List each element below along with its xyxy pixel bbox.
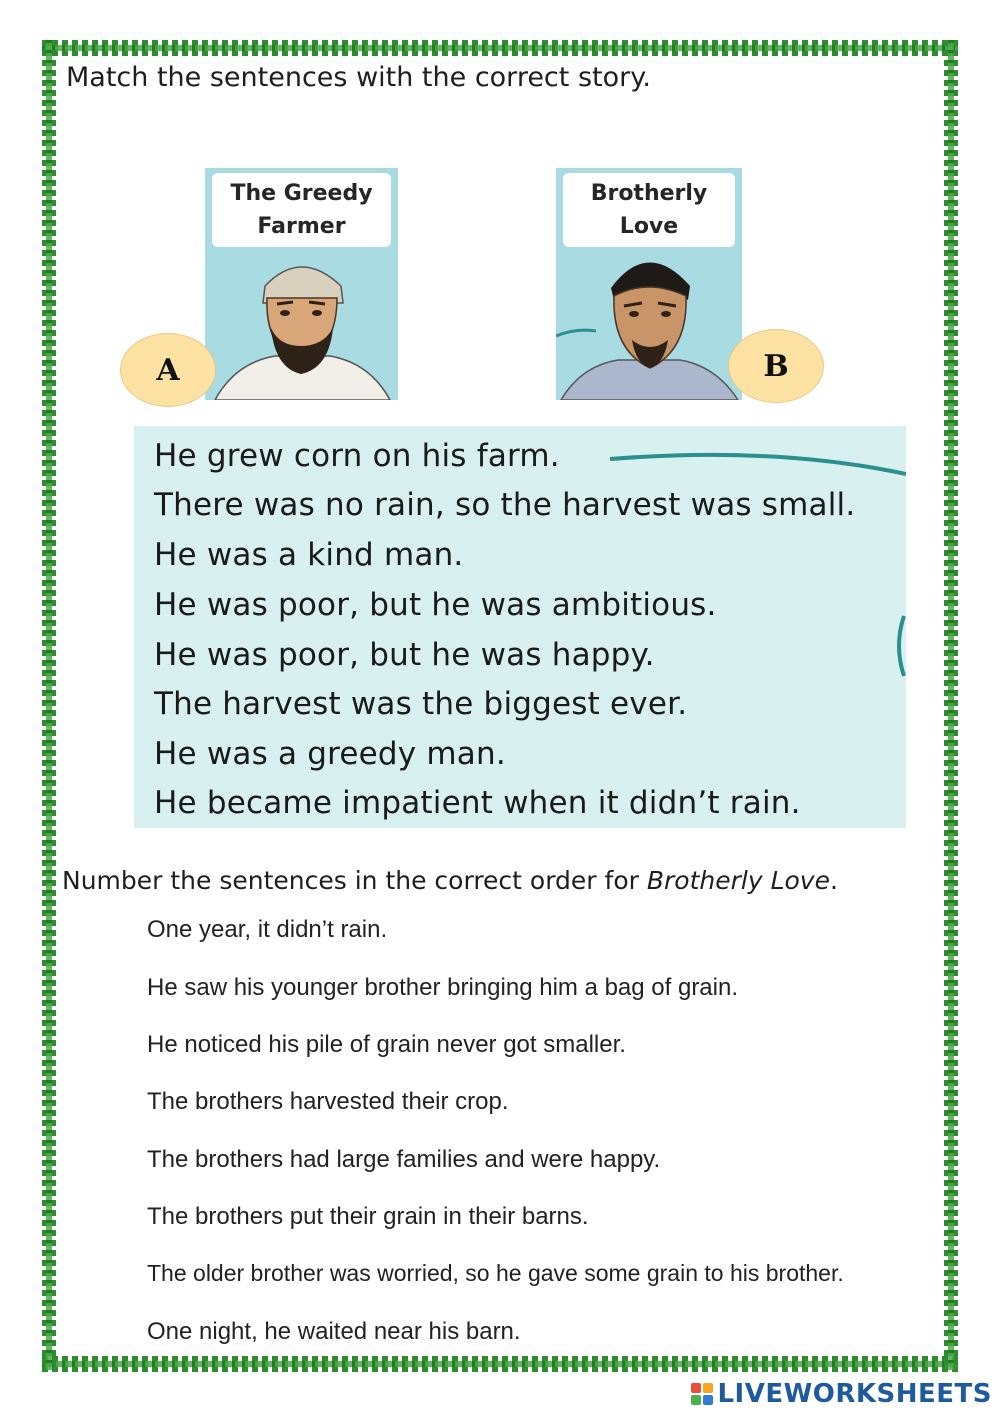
match-instruction: Match the sentences with the correct story. bbox=[66, 62, 651, 93]
story-title-line: The Greedy bbox=[230, 181, 373, 206]
match-sentence-7[interactable]: He was a greedy man. bbox=[154, 736, 506, 772]
story-title-line: Farmer bbox=[257, 214, 346, 239]
border-right bbox=[944, 40, 958, 1370]
match-sentence-1[interactable]: He grew corn on his farm. bbox=[154, 438, 560, 474]
story-title-line: Love bbox=[619, 214, 679, 239]
order-instruction bbox=[62, 866, 838, 895]
story-title-line: Brotherly bbox=[590, 181, 708, 206]
order-instruction-suffix: . bbox=[829, 866, 838, 895]
match-sentence-2[interactable]: There was no rain, so the harvest was small. bbox=[154, 487, 856, 523]
order-sentence-6: The brothers put their grain in their barns. bbox=[147, 1203, 589, 1230]
order-sentence-7: The older brother was worried, so he gave some grain to his brother. bbox=[147, 1260, 844, 1286]
match-sentence-5[interactable]: He was poor, but he was happy. bbox=[154, 637, 655, 673]
match-sentence-6[interactable]: The harvest was the biggest ever. bbox=[154, 686, 688, 722]
order-sentence-3: He noticed his pile of grain never got smaller. bbox=[147, 1031, 626, 1058]
order-sentence-2: He saw his younger brother bringing him a bag of grain. bbox=[147, 974, 738, 1001]
farmer-portrait bbox=[205, 168, 398, 400]
liveworksheets-logo bbox=[691, 1379, 992, 1409]
order-sentence-1: One year, it didn’t rain. bbox=[147, 916, 388, 943]
match-sentence-3[interactable]: He was a kind man. bbox=[154, 537, 464, 573]
match-sentence-4[interactable]: He was poor, but he was ambitious. bbox=[154, 587, 717, 623]
letter-a-target[interactable]: A bbox=[120, 333, 216, 407]
story-card-greedy-farmer bbox=[205, 168, 398, 400]
match-sentences-panel bbox=[134, 426, 906, 828]
border-top bbox=[42, 40, 958, 56]
letter-b-target[interactable]: B bbox=[728, 329, 824, 403]
logo-icon bbox=[691, 1383, 713, 1405]
border-bottom bbox=[42, 1356, 958, 1372]
border-left bbox=[42, 40, 56, 1370]
order-sentence-5: The brothers had large families and were happy. bbox=[147, 1146, 661, 1173]
logo-text: LIVEWORKSHEETS bbox=[717, 1379, 992, 1409]
order-sentence-4: The brothers harvested their crop. bbox=[147, 1088, 509, 1115]
brother-portrait bbox=[556, 168, 742, 400]
order-sentence-8: One night, he waited near his barn. bbox=[147, 1318, 521, 1345]
match-sentence-8[interactable]: He became impatient when it didn’t rain. bbox=[154, 785, 801, 821]
order-instruction-story: Brotherly Love bbox=[646, 866, 830, 895]
order-instruction-prefix: Number the sentences in the correct order for bbox=[62, 866, 647, 895]
story-card-brotherly-love bbox=[556, 168, 742, 400]
